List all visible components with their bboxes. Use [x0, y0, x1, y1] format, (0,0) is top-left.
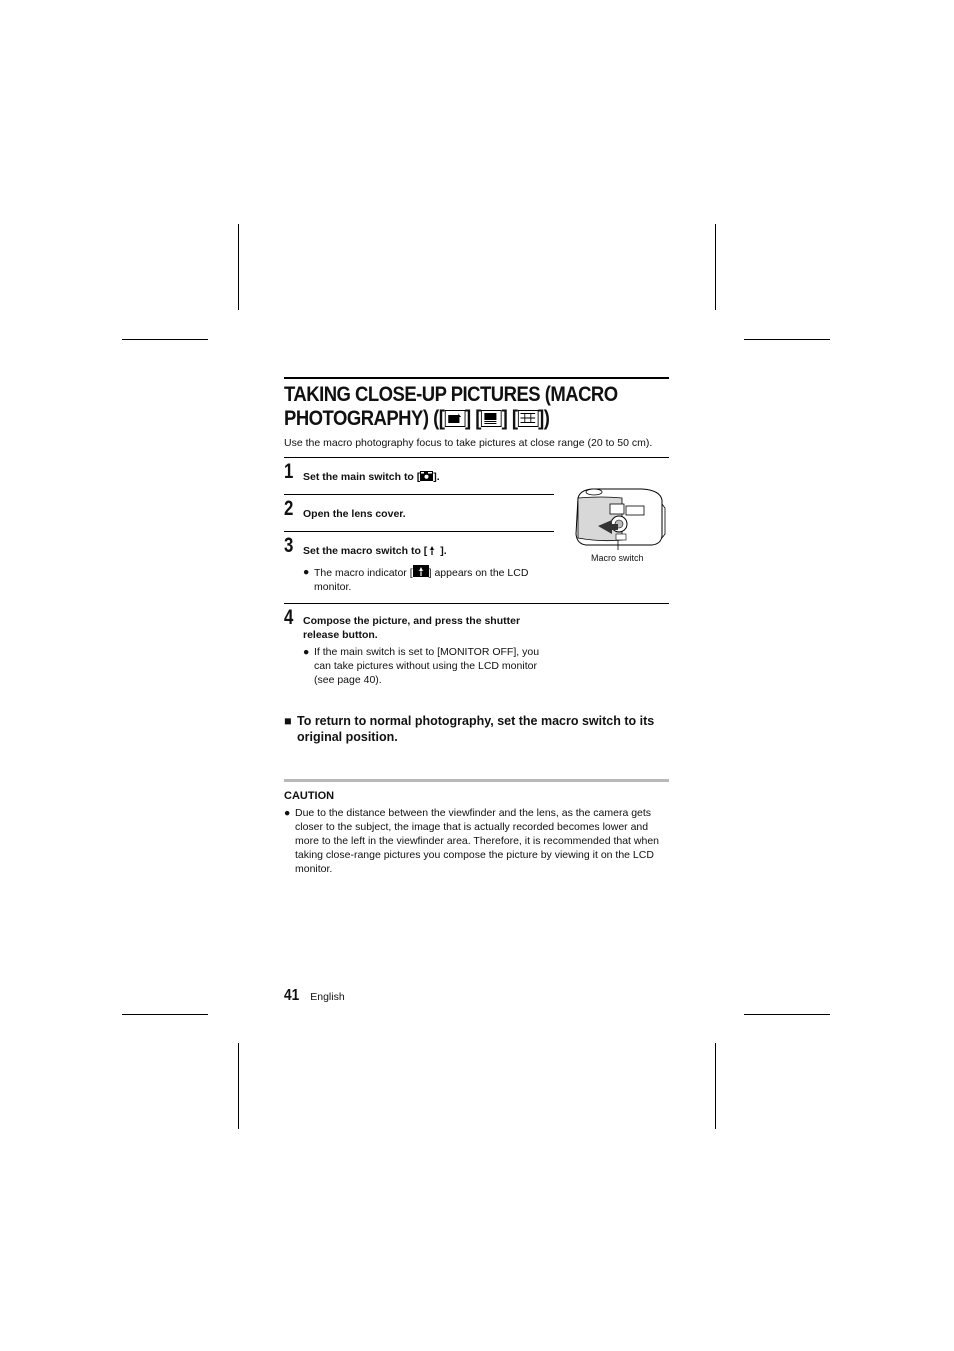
page-footer [284, 987, 345, 1005]
caution-text [284, 806, 669, 876]
step-text-before: Set the macro switch to [ [303, 545, 428, 557]
page-content [284, 377, 669, 876]
step-text-before: Set the main switch to [ [303, 471, 421, 483]
step-1 [284, 458, 554, 494]
title-sep1: ] [ [465, 406, 481, 430]
step-number: 4 [284, 606, 294, 629]
step-bullet [303, 645, 554, 687]
title-line2-prefix: PHOTOGRAPHY) ([ [284, 406, 445, 430]
footer-language: English [310, 991, 345, 1003]
bullet-text-after: ] appears on the LCD monitor. [314, 567, 529, 593]
step-text-after: ]. [437, 545, 447, 557]
caution-body: Due to the distance between the viewfinder and the lens, as the camera gets closer to the subject, the image that is actually recorded becomes lower and more to the left in the viewfinder area. Therefore, it is recommended that when taking close-range pictures you compose the picture by viewing it on the LCD monitor. [295, 807, 659, 875]
return-note [284, 713, 669, 745]
bullet-text: If the main switch is set to [MONITOR OFF], you can take pictures without using the LCD monitor (see page 40). [314, 646, 540, 686]
step-text [303, 458, 554, 484]
step-text: Open the lens cover. [303, 508, 406, 520]
macro-tulip-icon [427, 545, 437, 557]
video-clip-mode-icon [517, 410, 538, 427]
sequential-shot-mode-icon [481, 410, 502, 427]
step-number: 1 [284, 460, 294, 483]
caution-title: CAUTION [284, 790, 335, 802]
title-line2-suffix: ]) [538, 406, 550, 430]
figure-caption: Macro switch [591, 553, 644, 563]
step-4 [284, 604, 554, 692]
step-text-after: ]. [433, 471, 440, 483]
page-number: 41 [284, 987, 300, 1004]
step-number: 2 [284, 497, 294, 520]
step-3 [284, 532, 554, 603]
bullet-text-before: The macro indicator [ [314, 567, 413, 579]
crop-mark-left-upper [122, 339, 208, 340]
title-line1: TAKING CLOSE-UP PICTURES (MACRO [284, 382, 618, 406]
crop-mark-bottom-right [715, 1043, 716, 1129]
bullet-dot: ● [303, 646, 310, 658]
title-rule [284, 377, 669, 379]
caution-rule [284, 779, 669, 782]
step-text [303, 532, 554, 558]
crop-mark-top-left [238, 224, 239, 310]
crop-mark-bottom-left [238, 1043, 239, 1129]
return-note-text: To return to normal photography, set the macro switch to its original position. [297, 714, 655, 744]
macro-indicator-icon [413, 565, 429, 577]
bullet-dot: ● [303, 566, 310, 578]
page-title [284, 382, 671, 430]
intro-text: Use the macro photography focus to take pictures at close range (20 to 50 cm). [284, 437, 653, 449]
title-sep2: ] [ [501, 406, 518, 430]
camera-icon [420, 471, 433, 481]
square-bullet-icon: ■ [284, 714, 292, 728]
crop-mark-right-lower [744, 1014, 830, 1015]
crop-mark-right-upper [744, 339, 830, 340]
step-text: Compose the picture, and press the shutter release button. [303, 615, 521, 641]
step-number: 3 [284, 534, 294, 557]
bullet-dot: ● [284, 807, 291, 819]
crop-mark-left-lower [122, 1014, 208, 1015]
step-bullet [303, 565, 554, 594]
single-shot-mode-icon [444, 410, 465, 427]
crop-mark-top-right [715, 224, 716, 310]
step-2 [284, 495, 554, 531]
